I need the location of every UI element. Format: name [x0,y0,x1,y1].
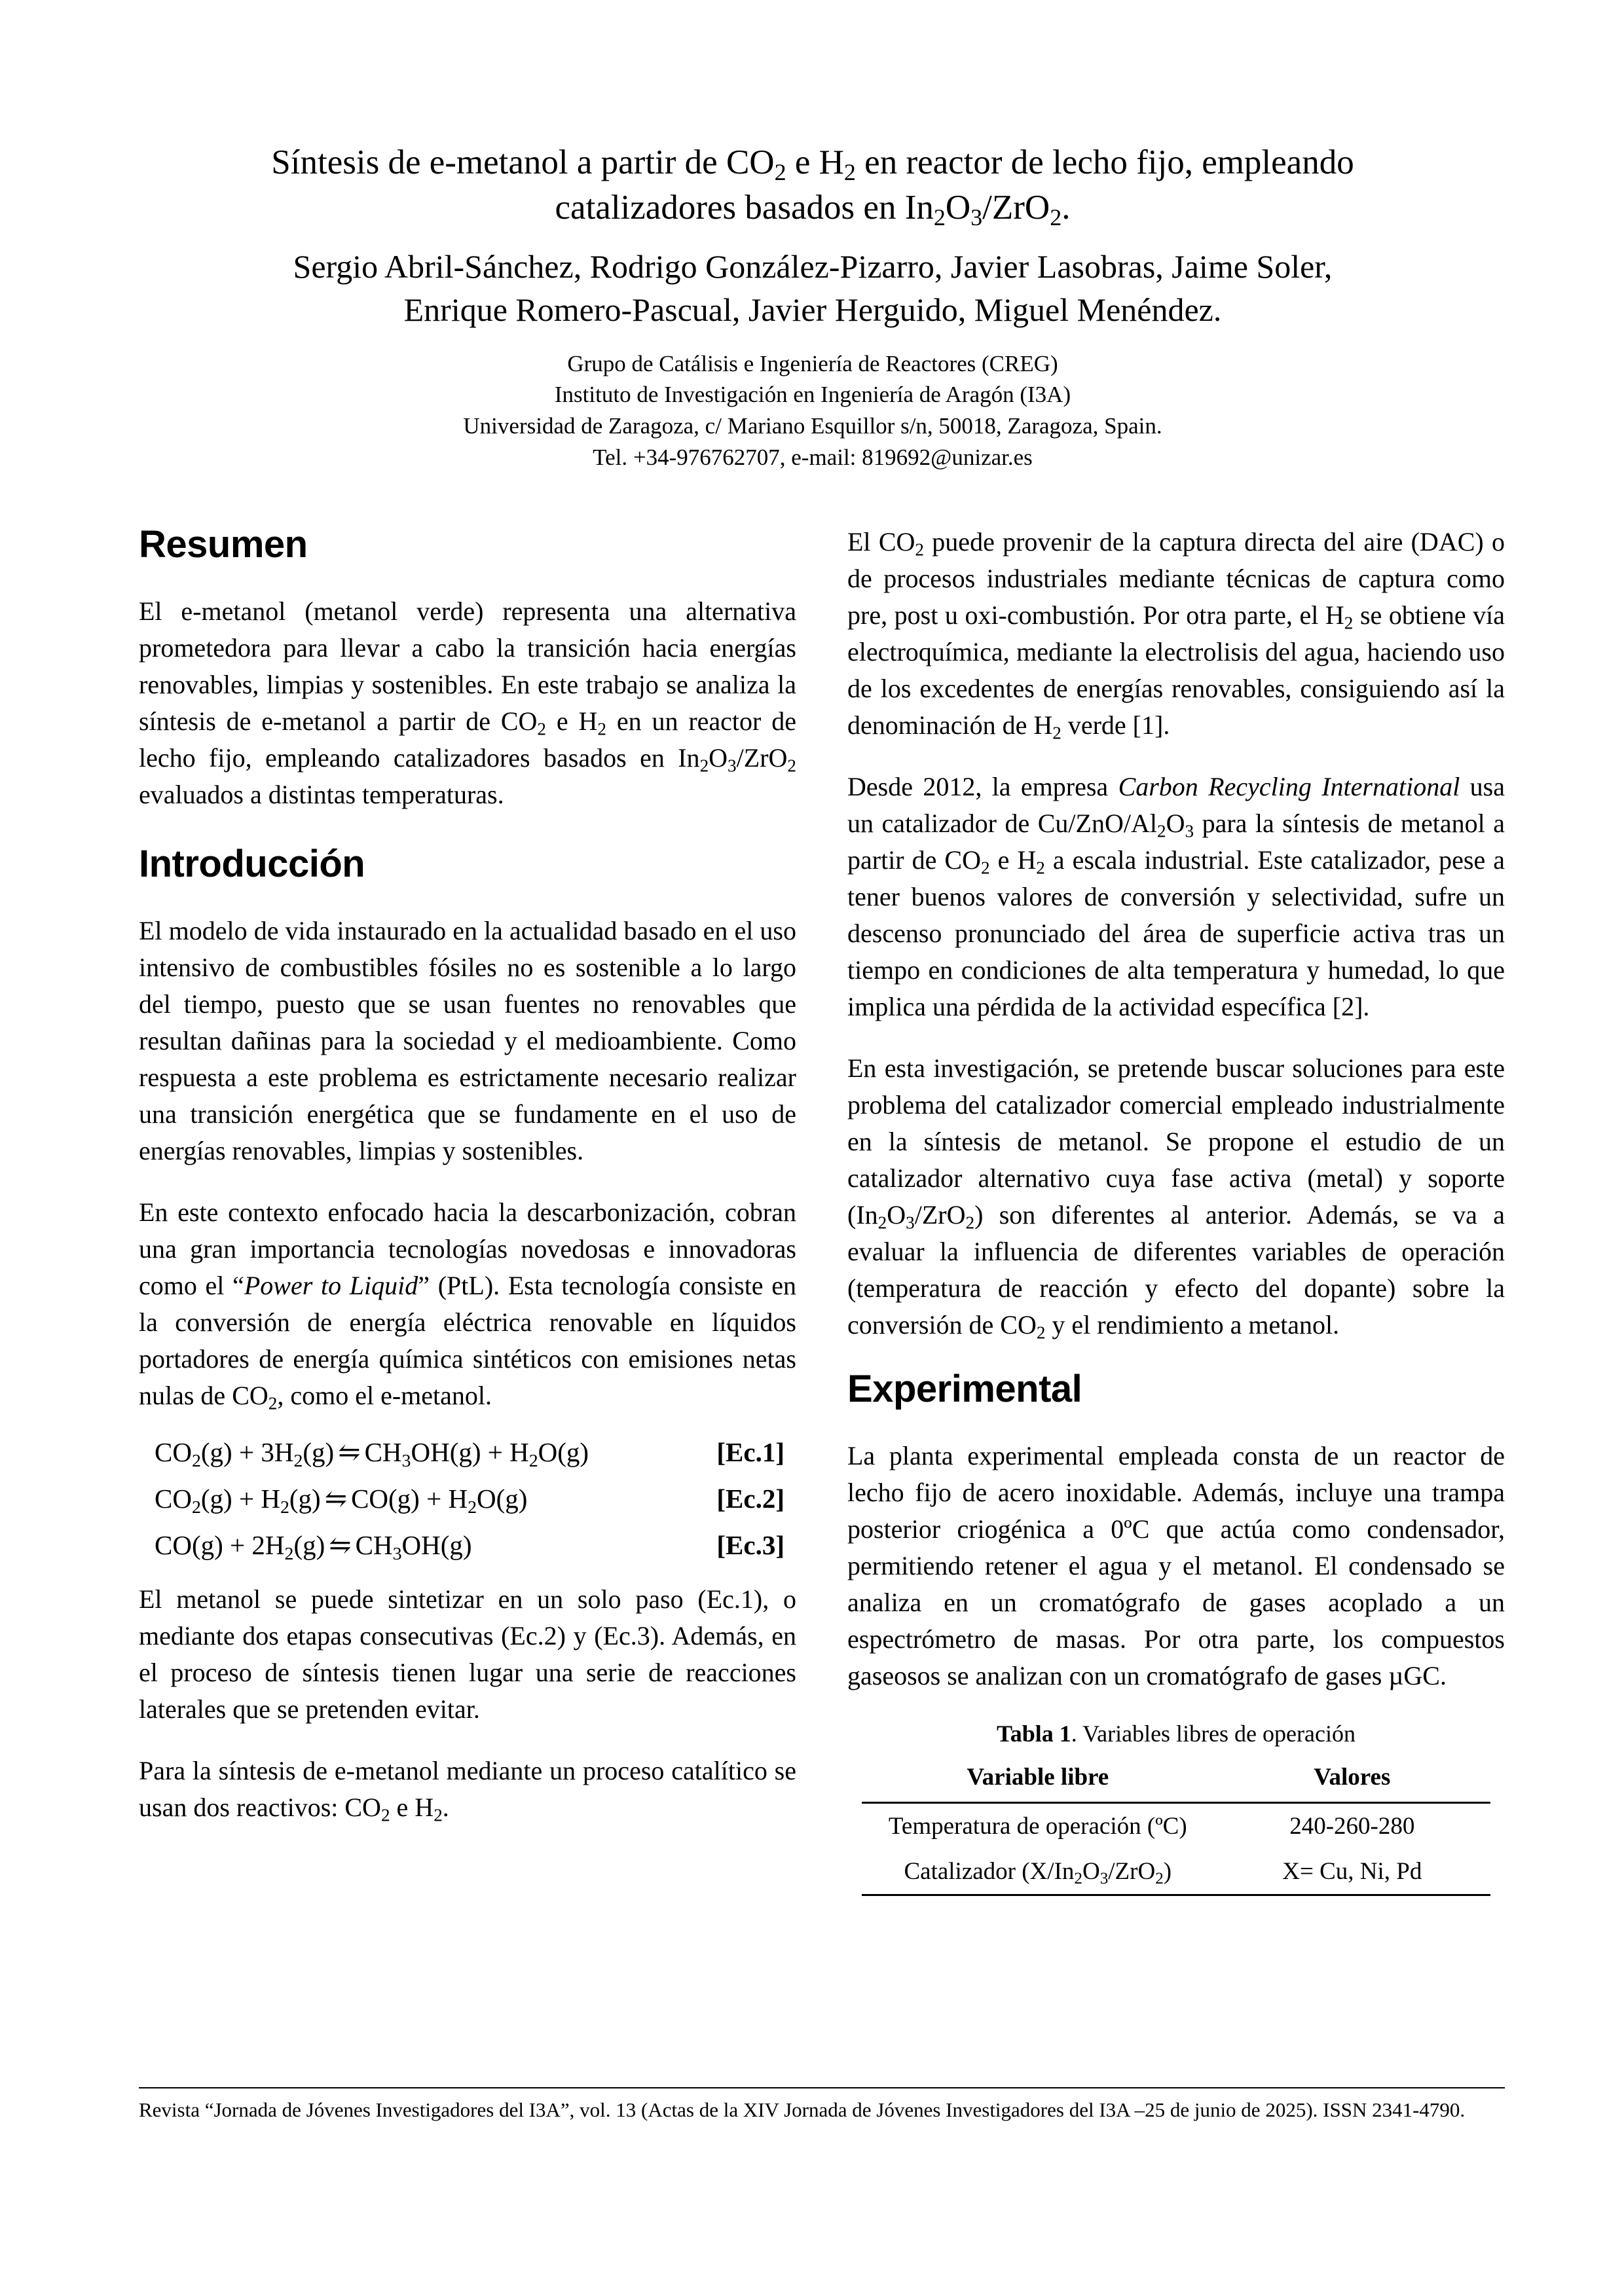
text-run: . [442,1792,449,1822]
equation-row-ec2 [139,1483,796,1518]
subscript: 2 [293,1450,303,1471]
intro-right-paragraph-1 [847,524,1505,744]
italic-term-carbon-recycling-international: Carbon Recycling International [1118,772,1460,801]
table-row [862,1849,1490,1895]
subscript: 2 [284,1543,294,1564]
text-run: , como el e-metanol. [277,1380,492,1410]
text-run: O [1082,1857,1100,1885]
subscript: 3 [392,1543,402,1564]
column-header-variable: Variable libre [967,1763,1109,1791]
cell-value-temperature: 240-260-280 [1214,1802,1490,1849]
text-run: a escala industrial. Este catalizador, pese a tener buenos valores de conversión y selectividad, sufre un descenso pronunciado del área de superficie activa tras un tiempo en condiciones de alta temperatura y humedad, lo que implica una pérdida de la actividad específica [2]. [847,845,1505,1021]
variables-table [862,1758,1490,1896]
footer-divider [139,2087,1505,2088]
table-caption-label: Tabla 1 [997,1720,1071,1747]
text-run: e H [390,1792,434,1822]
subscript: 2 [537,719,546,739]
table-caption [847,1719,1505,1749]
text-run: se obtiene vía electroquímica, mediante la electrolisis del agua, haciendo uso de los excedentes de energías renovables, consiguiendo así la denominación de H [847,600,1505,740]
equation-formula [155,1436,589,1471]
text-run: ” (PtL). Esta tecnología consiste en la conversión de energía eléctrica renovable en líquidos portadores de energía química sintéticos con emisiones netas nulas de CO [139,1270,796,1410]
text-run: O [477,1483,496,1514]
subscript: 2 [191,1450,201,1471]
text-run: (g) [200,1483,232,1514]
text-run: En este contexto enfocado hacia la descarbonización, cobran una gran importancia tecnologías novedosas e innovadoras como el “ [139,1197,796,1300]
text-run: OH [401,1529,441,1560]
equilibrium-arrow-icon: ⇋ [338,1436,361,1467]
text-run: usa un catalizador de Cu/ZnO/Al [847,772,1505,838]
text-run: CO [155,1529,192,1560]
text-run: (g) [200,1436,232,1467]
coefficient: 2 [251,1529,265,1560]
text-run: e H [546,706,598,736]
subscript: 2 [1052,723,1061,743]
table-caption-text: . Variables libres de operación [1071,1720,1356,1747]
cell-value-catalyst: X= Cu, Ni, Pd [1214,1849,1490,1895]
equation-block [139,1436,796,1564]
section-heading-resumen: Resumen [139,523,308,566]
text-run: H [274,1436,294,1467]
experimental-paragraph-1 [847,1438,1505,1694]
text-run: CO [155,1483,192,1514]
author-list [155,245,1471,331]
table-1-block [847,1719,1505,1896]
equation-row-ec1 [139,1436,796,1471]
text-run: /ZrO [914,1200,966,1230]
text-run: (g) [191,1529,223,1560]
plus-sign: + [426,1483,442,1514]
section-heading-introduccion: Introducción [139,842,365,885]
text-run: Temperatura de operación ( [888,1812,1156,1840]
subscript: 2 [980,858,990,878]
footer-citation: Revista “Jornada de Jóvenes Investigadores del I3A”, vol. 13 (Actas de la XIV Jornada de Jóvenes Investigadores del I3A –25 de junio de 2025). ISSN 2341-4790. [139,2098,1466,2121]
text-run: CO [155,1436,192,1467]
text-run: En esta investigación, se pretende buscar soluciones para este problema del catalizador comercial empleado industrialmente en la síntesis de metanol. Se propone el estudio de un catalizador alternativo cuya fase activa (metal) y soporte (In [847,1053,1505,1230]
introduccion-paragraph-3: El metanol se puede sintetizar en un solo paso (Ec.1), o mediante dos etapas consecutivas (Ec.2) y (Ec.3). Además, en el proceso de síntesis tienen lugar una serie de reacciones laterales que se pretenden evitar. [139,1584,796,1724]
text-run: ) son diferentes al anterior. Además, se va a evaluar la influencia de diferentes variables de operación (temperatura de reacción y efecto del dopante) sobre la conversión de CO [847,1200,1505,1339]
text-run: Para la síntesis de e-metanol mediante un proceso catalítico se usan dos reactivos: CO [139,1755,796,1822]
subscript: 2 [965,1212,975,1233]
plus-sign: + [230,1529,246,1560]
subscript: 2 [1036,858,1045,878]
subscript: 2 [1344,613,1354,633]
text-run: CO [351,1483,389,1514]
subscript: 2 [191,1497,201,1518]
page-title [155,140,1471,230]
text-run: O [1166,809,1185,838]
text-run: C que actúa como condensador, permitiendo retener el agua y el metanol. El condensado se analiza en un cromatógrafo de gases acoplado a un espectrómetro de masas. Por otra parte, los compuestos gaseosos se analizan con un cromatógrafo de gases µGC. [847,1514,1505,1690]
subscript: 2 [699,756,709,776]
text-run: (g) [496,1483,528,1514]
subscript: 2 [468,1497,477,1518]
equation-label-ec1: [Ec.1] [716,1436,784,1467]
text-run: (g) [303,1436,335,1467]
text-run: O [887,1200,906,1230]
text-run: H [448,1483,468,1514]
text-run: H [265,1529,285,1560]
text-run: C) [1162,1812,1187,1840]
affiliation-group: Grupo de Catálisis e Ingeniería de Reactores (CREG) [567,350,1058,376]
text-run: CH [355,1529,393,1560]
text-run: H [261,1483,280,1514]
text-run: (g) [557,1436,589,1467]
text-run: (g) [289,1483,321,1514]
introduccion-paragraph-1: El modelo de vida instaurado en la actualidad basado en el uso intensivo de combustibles fósiles no es sostenible a lo largo del tiempo, puesto que se usan fuentes no renovables que resultan dañinas para la sociedad y el medioambiente. Como respuesta a este problema es estrictamente necesario realizar una transición energética que se fundamente en el uso de energías renovables, limpias y sostenibles. [139,915,796,1165]
plus-sign: + [238,1483,255,1514]
text-run: (g) [388,1483,420,1514]
subscript: 2 [1155,1869,1164,1887]
subscript: 2 [787,756,796,776]
equation-formula [155,1529,472,1564]
text-run: O [709,742,728,773]
text-run: e H [989,845,1037,875]
subscript: 2 [268,1393,278,1413]
affiliation-contact: Tel. +34-976762707, e-mail: 819692@unizar.es [593,444,1033,470]
resumen-paragraph [139,593,796,813]
text-run: en un reactor de lecho fijo, empleando catalizadores basados en In [139,706,796,773]
coefficient: 3 [261,1436,274,1467]
authors-line-2: Enrique Romero-Pascual, Javier Herguido, Miguel Menéndez. [403,291,1222,328]
text-run: evaluados a distintas temperaturas. [139,779,504,809]
subscript: 3 [1185,821,1194,841]
text-run: CH [364,1436,402,1467]
text-run: Catalizador (X/In [904,1857,1075,1885]
text-run: y el rendimiento a metanol. [1045,1310,1340,1339]
subscript: 3 [728,756,737,776]
plus-sign: + [238,1436,255,1467]
page-footer [139,2087,1505,2124]
equilibrium-arrow-icon: ⇋ [329,1529,352,1560]
subscript: 2 [1156,821,1166,841]
paper-header [155,140,1471,473]
text-run: El e-metanol (metanol verde) representa una alternativa prometedora para llevar a cabo la transición hacia energías renovables, limpias y sostenibles. En este trabajo se analiza la síntesis de e-metanol a partir de CO [139,596,796,736]
plus-sign: + [487,1436,503,1467]
subscript: 2 [280,1497,289,1518]
equation-label-ec2: [Ec.2] [716,1483,784,1514]
table-body [862,1802,1490,1895]
text-run: ) [1163,1857,1172,1885]
equation-formula [155,1483,528,1518]
column-header-values: Valores [1314,1763,1391,1791]
cell-variable-catalyst [862,1849,1214,1895]
section-heading-experimental: Experimental [847,1368,1082,1410]
degree-symbol: º [1124,1514,1132,1544]
text-run: O [538,1436,558,1467]
text-run: /ZrO [736,742,788,773]
subscript: 3 [1099,1869,1109,1887]
text-run: OH [411,1436,450,1467]
text-run: Desde 2012, la empresa [847,772,1118,801]
introduccion-paragraph-4 [139,1753,796,1826]
degree-symbol: º [1155,1812,1163,1840]
affiliation-block [155,348,1471,473]
text-run: puede provenir de la captura directa del aire (DAC) o de procesos industriales mediante técnicas de captura como pre, post u oxi-combustión. Por otra parte, el H [847,527,1505,630]
equation-row-ec3 [139,1529,796,1564]
subscript: 3 [906,1212,915,1233]
subscript: 2 [1074,1869,1082,1887]
text-run: H [509,1436,529,1467]
subscript: 2 [528,1450,538,1471]
title-line-2: catalizadores basados en $In_2O_3/ZrO_2$. [555,188,1071,230]
table-row [862,1802,1490,1849]
subscript: 2 [915,539,925,560]
cell-variable-temperature [862,1802,1214,1849]
introduccion-paragraph-2 [139,1194,796,1414]
authors-line-1: Sergio Abril-Sánchez, Rodrigo González-Pizarro, Javier Lasobras, Jaime Soler, [293,247,1333,285]
italic-term-power-to-liquid: Power to Liquid [244,1270,418,1300]
subscript: 2 [597,719,606,739]
equilibrium-arrow-icon: ⇋ [324,1483,348,1514]
text-run: (g) [449,1436,481,1467]
subscript: 2 [877,1212,887,1233]
text-run: (g) [440,1529,472,1560]
text-run: para la síntesis de metanol a partir de CO [847,809,1505,875]
subscript: 2 [380,1805,390,1825]
text-run: La planta experimental empleada consta de un reactor de lecho fijo de acero inoxidable. Además, incluye una trampa posterior criogénica a 0 [847,1440,1505,1544]
left-column [139,524,796,1826]
content-columns [139,524,1505,2082]
subscript: 3 [401,1450,411,1471]
equation-label-ec3: [Ec.3] [716,1529,784,1560]
table-header-row [862,1758,1490,1803]
subscript: 2 [434,1805,443,1825]
subscript: 2 [1036,1322,1046,1343]
right-column [847,524,1505,1896]
affiliation-university: Universidad de Zaragoza, c/ Mariano Esquillor s/n, 50018, Zaragoza, Spain. [463,412,1162,439]
title-line-1: Síntesis de e-metanol a partir de $CO_2$ e $H_2$ en reactor de lecho fijo, empleando [271,143,1354,186]
text-run: /ZrO [1108,1857,1156,1885]
affiliation-institute: Instituto de Investigación en Ingeniería de Aragón (I3A) [554,382,1071,408]
intro-right-paragraph-3 [847,1050,1505,1343]
intro-right-paragraph-2 [847,769,1505,1025]
text-run: El CO [847,527,915,556]
table-header [862,1758,1490,1803]
text-run: verde [1]. [1061,710,1170,740]
text-run: (g) [293,1529,325,1560]
